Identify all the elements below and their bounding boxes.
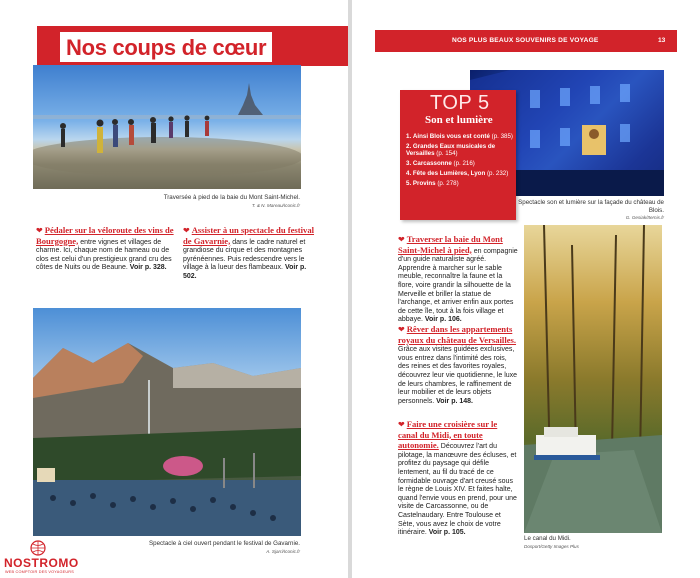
top5-list [406,133,514,189]
article-gavarnie [183,226,315,282]
top5-subtitle: Son et lumière [425,114,493,126]
top5-label: TOP 5 [430,92,490,114]
article-title: Traverser la baie du Mont Saint-Michel à pied, [398,234,503,255]
caption-text: Le canal du Midi. [524,535,571,542]
top5-item: 1. Ainsi Blois vous est conté (p. 385) [406,133,513,140]
running-header: NOS PLUS BEAUX SOUVENIRS DE VOYAGE [452,37,599,44]
top5-item: 5. Provins (p. 278) [406,179,459,187]
heart-icon: ❤ [398,325,405,334]
left-page [0,0,348,578]
article-canal-du-midi [398,420,518,538]
heart-icon: ❤ [183,226,190,235]
article-mont-saint-michel [398,235,518,325]
caption-text: Spectacle son et lumière sur la façade du château de Blois. [518,199,664,214]
canal-du-midi-photo [524,225,662,533]
photo-credit: G. Gesiak/Iternis.fr [625,215,664,220]
canal-illustration [524,225,662,533]
article-versailles [398,325,518,406]
article-title: Assister à un spectacle du festival de Gavarnie, [183,225,315,246]
article-body: en compagnie d'un guide naturaliste agréé. Apprendre à marcher sur le sable meuble, reconnaître la faune et la flore, voire grandir la silhouette de la Merveille et briller la statue de l'archange, et arriver enfin aux portes de cette île, tout à la fois village et abbaye. [398,247,518,324]
gavarnie-illustration [33,308,301,536]
article-body: dans le cadre naturel et grandiose du cirque et des montagnes pyrénéennes. Puis redescendre vers le village à la lueur des flambeaux. [183,238,306,272]
page-reference: Voir p. 148. [436,397,473,405]
mont-saint-michel-photo [33,65,301,189]
article-body: Grâce aux visites guidées exclusives, vous entrez dans l'intimité des rois, des reines et des favorites royales, découvrez leur vie quotidienne, le luxe de leurs chambres, le raffinement de leur mobilier et de leurs objets personnels. [398,346,518,405]
globe-icon [29,540,47,556]
logo-name: NOSTROMO [4,556,79,570]
photo-caption-msm [120,194,300,209]
photo-caption-gavarnie [100,540,300,555]
top5-item: 4. Fête des Lumières, Lyon (p. 232) [406,169,509,177]
page-reference: Voir p. 328. [129,264,167,272]
page-reference: Voir p. 106. [424,316,462,324]
article-title: Pédaler sur la véloroute des vins de Bourgogne, [36,225,174,246]
top5-item: 2. Grandes Eaux musicales de Versailles (p. 154) [406,142,496,158]
logo-tagline: WEB COMPTOIR DES VOYAGEURS [5,570,74,574]
heart-icon: ❤ [398,420,405,429]
gavarnie-photo [33,308,301,536]
photo-caption-midi [524,535,662,550]
article-title: Faire une croisière sur le canal du Midi, en toute autonomie. [398,419,498,451]
top5-box [400,90,516,220]
article-title: Rêver dans les appartements royaux du château de Versailles. [398,324,517,345]
photo-credit: Dosport/Getty Images Plus [524,543,579,549]
right-page [352,0,700,578]
article-body: Découvrez l'art du pilotage, la manœuvre des écluses, et profitez du paysage qui défile lentement, au fil du tracé de ce formidable ouvrage d'art creusé sous le règne de Louis XIV. Et faites halte, quand l'envie vous en prend, pour une visite de Carcassonne, ou de Castelnaudary. Entre Toulouse et Sète, vous avez le choix de votre itinéraire. [398,443,517,537]
mont-saint-michel-illustration [33,65,301,189]
nostromo-logo [2,540,79,576]
caption-text: Traversée à pied de la baie du Mont Saint-Michel. [163,194,300,201]
heart-icon: ❤ [398,235,405,244]
photo-caption-blois [512,199,664,222]
article-bourgogne [36,226,174,273]
caption-text: Spectacle à ciel ouvert pendant le festival de Gavarnie. [149,540,300,547]
heart-icon: ❤ [36,226,43,235]
page-number: 13 [658,37,666,44]
page-reference: Voir p. 105. [428,529,466,537]
photo-credit: A. Sjarri/Iconic.fr [266,548,300,554]
page-heading: Nos coups de cœur [60,32,272,62]
photo-credit: T. & N. Mareau/Iconic.fr [251,202,300,208]
article-body: entre vignes et villages de charme. Ici, chaque nom de hameau ou de clos est celui d'un prestigieux grand cru des côtes de Nuits ou de Beaune. [36,238,172,272]
top5-item: 3. Carcassonne (p. 216) [406,160,475,167]
page-reference: Voir p. 502. [183,264,307,280]
